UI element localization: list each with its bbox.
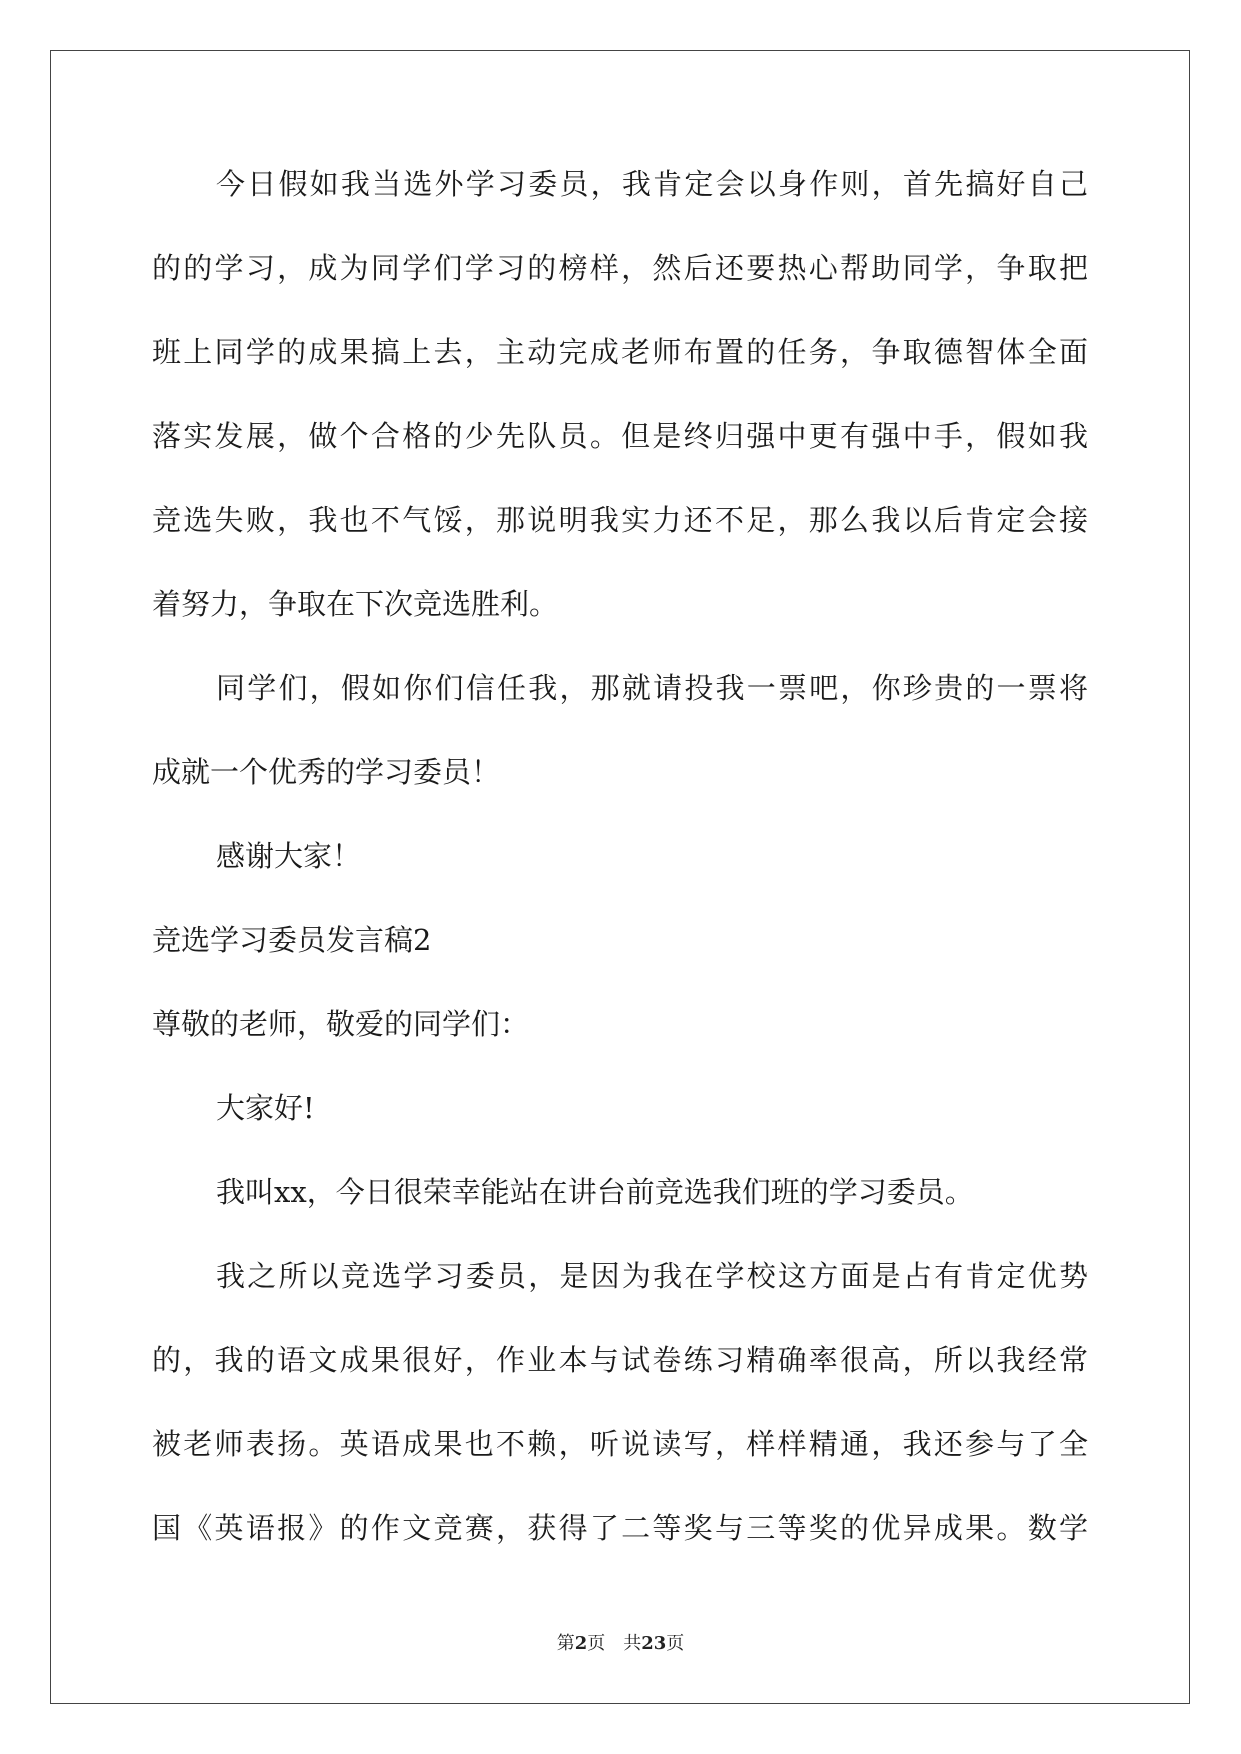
document-body [152,160,1088,1588]
paragraph-line: 的的学习，成为同学们学习的榜样，然后还要热心帮助同学，争取把 [152,251,1088,285]
paragraph-line: 着努力，争取在下次竞选胜利。 [152,587,559,621]
paragraph-line: 今日假如我当选外学习委员，我肯定会以身作则，首先搞好自己 [216,167,1088,201]
greeting: 大家好! [216,1091,315,1125]
paragraph-line: 被老师表扬。英语成果也不赖，听说读写，样样精通，我还参与了全 [152,1427,1088,1461]
footer-page-prefix: 第 [556,1633,575,1654]
footer-total-suffix: 页 [666,1633,685,1654]
paragraph-line: 的，我的语文成果很好，作业本与试卷练习精确率很高，所以我经常 [152,1343,1088,1377]
page-footer [0,1629,1241,1655]
section-heading: 竞选学习委员发言稿2 [152,923,432,957]
footer-total-pages: 23 [641,1633,667,1654]
paragraph-line: 成就一个优秀的学习委员！ [152,755,501,789]
paragraph-line: 国《英语报》的作文竞赛，获得了二等奖与三等奖的优异成果。数学 [152,1511,1088,1545]
footer-page-number: 2 [574,1633,588,1654]
footer-page-suffix: 页 [587,1633,606,1654]
salutation: 尊敬的老师，敬爱的同学们： [152,1007,530,1041]
paragraph-line: 我之所以竞选学习委员，是因为我在学校这方面是占有肯定优势 [216,1259,1088,1293]
paragraph-line: 落实发展，做个合格的少先队员。但是终归强中更有强中手，假如我 [152,419,1088,453]
paragraph-line: 感谢大家！ [216,839,362,873]
paragraph-line: 班上同学的成果搞上去，主动完成老师布置的任务，争取德智体全面 [152,335,1088,369]
footer-total-prefix: 共 [623,1633,642,1654]
paragraph-line: 同学们，假如你们信任我，那就请投我一票吧，你珍贵的一票将 [216,671,1088,705]
paragraph-line: 竞选失败，我也不气馁，那说明我实力还不足，那么我以后肯定会接 [152,503,1088,537]
paragraph-line: 我叫xx，今日很荣幸能站在讲台前竞选我们班的学习委员。 [216,1175,974,1209]
